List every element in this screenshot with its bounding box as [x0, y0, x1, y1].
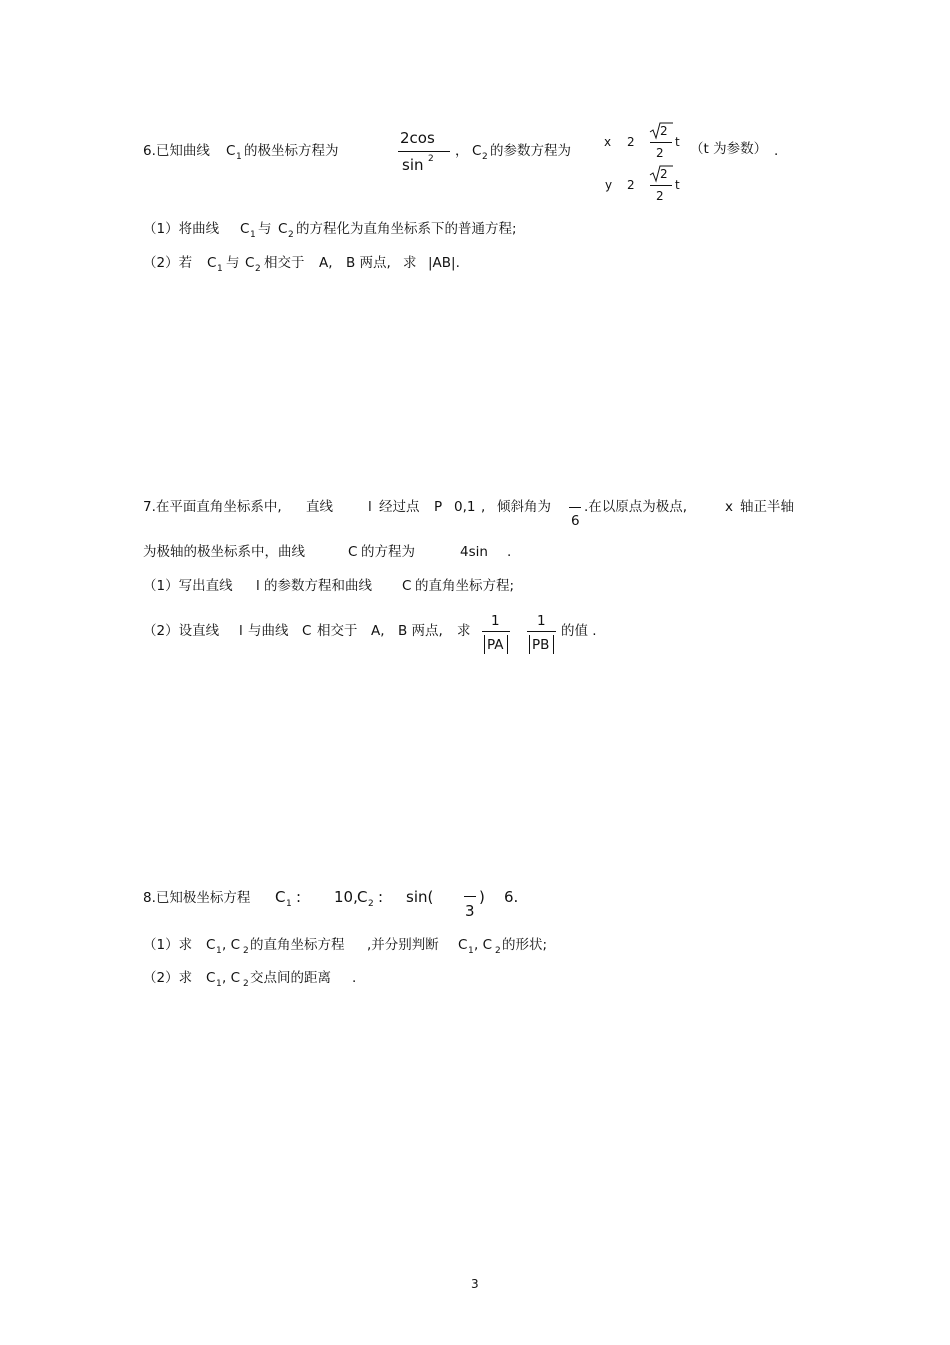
q6-x-frac-bar	[650, 142, 672, 143]
q6-part2-ab: |AB|.	[428, 255, 460, 271]
q8-stem: 8.已知极坐标方程	[143, 890, 251, 906]
q6-c2: C	[472, 143, 482, 159]
q6-x-sqrt-arg: 2	[660, 124, 668, 138]
q8-part2-label: （2）求	[143, 970, 193, 986]
q7-part2-c: C	[302, 623, 312, 639]
q6-part2-ask: 求	[403, 255, 417, 271]
q7-part2-a: A,	[371, 623, 385, 639]
q7-frac2-abs-right	[553, 635, 554, 654]
q8-part2-c2-sub: 2	[243, 979, 249, 989]
q7-frac1-abs-right	[507, 635, 508, 654]
q8-part1-c: C	[206, 937, 216, 953]
q8-eq1-val: 10,	[334, 888, 358, 906]
q7-eq-rhs: 4sin	[460, 544, 488, 560]
q7-frac1-abs-left	[484, 635, 485, 654]
q8-sin-open: sin(	[406, 888, 434, 906]
q8-part2-c1-sub: 1	[216, 979, 222, 989]
q6-param-note: （t 为参数）	[690, 141, 768, 157]
q6-y-frac-den: 2	[656, 189, 664, 203]
q6-param-label: 的参数方程为	[490, 143, 571, 159]
q7-stem-b: 直线	[306, 499, 333, 515]
q7-part1-mid: 的参数方程和曲线	[264, 578, 372, 594]
q8-c2-sub: 2	[368, 899, 374, 909]
q6-comma: ，	[455, 143, 469, 159]
q6-c1-sub: 1	[236, 152, 242, 162]
q6-stem-prefix: 6.已知曲线	[143, 143, 210, 159]
q7-part2-ask: 求	[457, 623, 471, 639]
q7-part2-end: 的值 .	[561, 623, 597, 639]
q7-frac2-abs-left	[529, 635, 530, 654]
q8-part1-mid: 的直角坐标方程	[250, 937, 345, 953]
q6-part1-c2-sub: 2	[288, 230, 294, 240]
q6-part1-rest: 的方程化为直角坐标系下的普通方程;	[296, 221, 517, 237]
q6-y-var: y	[605, 178, 613, 192]
q7-stem-g: 为极轴的极坐标系中，曲线	[143, 544, 305, 560]
q8-part1-label: （1）求	[143, 937, 193, 953]
q6-y-frac-bar	[650, 185, 672, 186]
q7-stem-a: 7.在平面直角坐标系中,	[143, 499, 282, 515]
q7-point-coords: 0,1	[454, 499, 476, 515]
q7-angle-den: 6	[571, 513, 580, 529]
q6-frac-denominator: sin	[402, 156, 424, 174]
q6-part2-c2: C	[245, 255, 255, 271]
q6-part2-c1-sub: 1	[217, 264, 223, 274]
q7-part1-rest: 的直角坐标方程;	[415, 578, 515, 594]
q6-frac-bar	[398, 151, 450, 152]
q7-curve-c: C	[348, 544, 358, 560]
q7-frac1-num: 1	[491, 613, 500, 629]
q8-eq2-val: 6.	[504, 888, 519, 906]
q8-close-paren: )	[479, 888, 485, 906]
q6-x-frac-den: 2	[656, 146, 664, 160]
q7-frac1-den: PA	[487, 637, 504, 653]
q6-period: .	[774, 143, 779, 159]
q7-eq-end: .	[507, 544, 512, 560]
q7-part2-l: l	[239, 623, 243, 639]
q6-c2-sub: 2	[482, 152, 488, 162]
q6-part1-c1-sub: 1	[250, 230, 256, 240]
q7-angle-frac-bar	[569, 507, 581, 508]
q8-part1-c2-sub: 2	[243, 946, 249, 956]
q7-stem-c: 经过点	[379, 499, 420, 515]
q6-part2-c1: C	[207, 255, 217, 271]
q7-point-p: P	[434, 499, 443, 515]
q7-x-axis: x	[725, 499, 733, 515]
q8-part1-c-b: C	[458, 937, 468, 953]
q7-part2-b: B 两点,	[398, 623, 443, 639]
q7-stem-h: 的方程为	[361, 544, 415, 560]
q8-part1-comma: , C	[222, 937, 241, 953]
q7-part2-mid: 与曲线	[248, 623, 289, 639]
q7-stem-f: 轴正半轴	[740, 499, 794, 515]
q6-part2-b: B 两点,	[346, 255, 391, 271]
q8-angle-frac-bar	[464, 896, 476, 897]
q6-part2-a: A,	[319, 255, 333, 271]
q6-part2-c2-sub: 2	[255, 264, 261, 274]
q6-y-t: t	[675, 178, 680, 192]
q6-c1: C	[226, 143, 236, 159]
q8-part2-c: C	[206, 970, 216, 986]
q8-part1-c1-sub-b: 1	[468, 946, 474, 956]
q8-part2-rest: 交点间的距离	[250, 970, 331, 986]
q8-part1-comma-b: , C	[474, 937, 493, 953]
q7-part1-label: （1）写出直线	[143, 578, 233, 594]
q8-colon1: :	[296, 888, 302, 906]
q7-line-l: l	[368, 499, 372, 515]
q7-frac2-num: 1	[537, 613, 546, 629]
q6-frac-numerator: 2cos	[400, 129, 435, 147]
q7-frac2-bar	[527, 631, 556, 632]
q8-c1-sub: 1	[286, 899, 292, 909]
q6-part1-c2: C	[278, 221, 288, 237]
q8-part2-end: .	[352, 970, 357, 986]
q8-part1-c1-sub: 1	[216, 946, 222, 956]
q6-part2-and: 与	[226, 255, 240, 271]
q6-part1-label: （1）将曲线	[143, 221, 220, 237]
q7-part2-label: （2）设直线	[143, 623, 220, 639]
q6-polar-label: 的极坐标方程为	[244, 143, 339, 159]
q6-part2-label: （2）若	[143, 255, 193, 271]
q7-part1-c: C	[402, 578, 412, 594]
q6-part1-c1: C	[240, 221, 250, 237]
q8-c1: C	[275, 888, 286, 906]
page-number: 3	[471, 1277, 479, 1291]
q6-x-var: x	[604, 135, 612, 149]
q8-colon2: :	[378, 888, 384, 906]
q6-x-const: 2	[627, 135, 635, 149]
q7-part2-rest: 相交于	[317, 623, 358, 639]
q8-angle-den: 3	[465, 902, 475, 920]
q7-frac1-bar	[482, 631, 510, 632]
q8-part1-rest: ,并分别判断	[367, 937, 439, 953]
q8-part2-comma: , C	[222, 970, 241, 986]
q6-y-const: 2	[627, 178, 635, 192]
q8-c2: C	[357, 888, 368, 906]
q6-part1-and: 与	[258, 221, 272, 237]
q6-frac-den-sup: 2	[428, 154, 434, 164]
q7-comma: ,	[481, 499, 486, 515]
q7-part1-l: l	[256, 578, 260, 594]
q7-frac2-den: PB	[532, 637, 550, 653]
q6-x-t: t	[675, 135, 680, 149]
q7-stem-e: .在以原点为极点,	[584, 499, 688, 515]
q6-y-sqrt-arg: 2	[660, 167, 668, 181]
q8-part1-c2-sub-b: 2	[495, 946, 501, 956]
q8-part1-end: 的形状;	[502, 937, 548, 953]
q6-part2-rest: 相交于	[264, 255, 305, 271]
q7-stem-d: 倾斜角为	[497, 499, 551, 515]
